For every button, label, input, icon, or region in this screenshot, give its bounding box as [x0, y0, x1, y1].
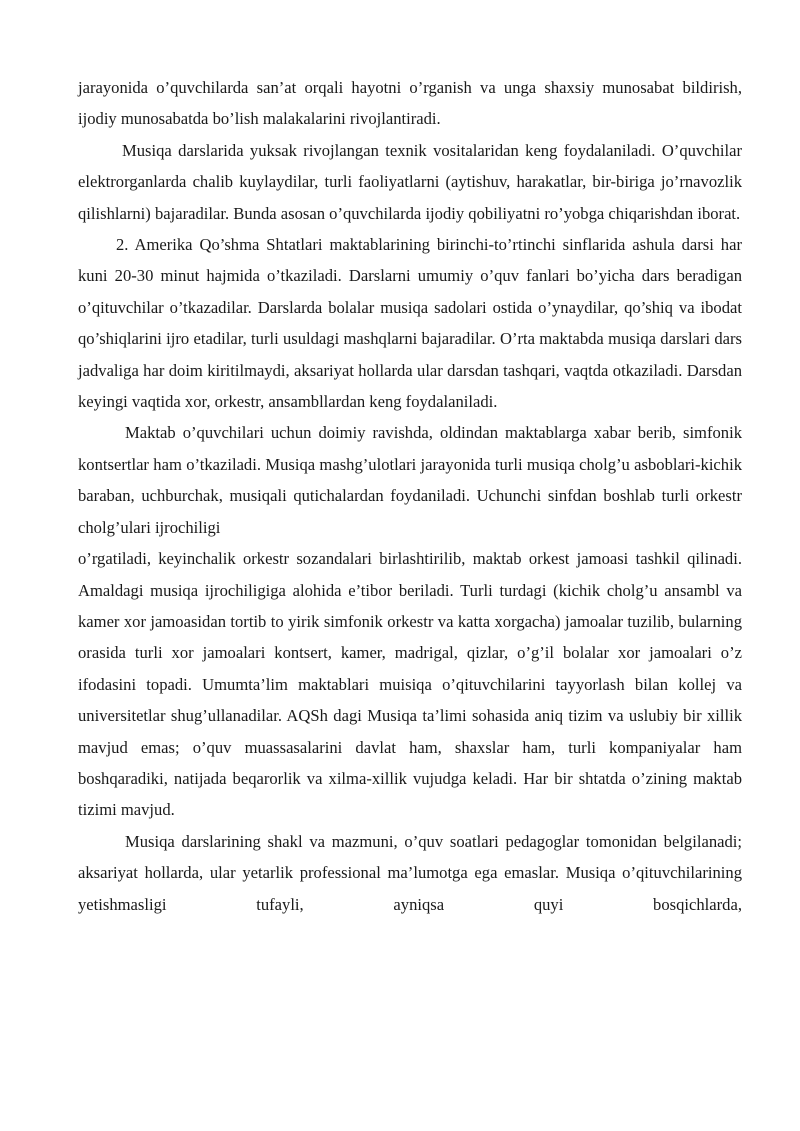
paragraph-3: 2. Amerika Qo’shma Shtatlari maktablarining birinchi-to’rtinchi sinflarida ashula darsi har kuni 20-30 minut hajmida o’tkaziladi. Darslarni umumiy o’quv fanlari bo’yicha dars beradigan o’qituvchilar o’tkazadilar. Darslarda bolalar musiqa sadolari ostida o’ynaydilar, qo’shiq va ibodat qo’shiqlarini ijro etadilar, turli usuldagi mashqlarni bajaradilar. O’rta maktabda musiqa darslari dars jadvaliga har doim kiritilmaydi, aksariyat hollarda ular darsdan tashqari, vaqtda otkaziladi. Darsdan keyingi vaqtida xor, orkestr, ansambllardan keng foydalaniladi. [78, 235, 742, 412]
paragraph-5: o’rgatiladi, keyinchalik orkestr sozandalari birlashtirilib, maktab orkest jamoasi tashkil qilinadi. Amaldagi musiqa ijrochiligiga alohida e’tibor beriladi. Turli turdagi (kichik cholg’u ansambl va kamer xor jamoasidan tortib to yirik simfonik orkestr va katta xorgacha) jamoalar tuzilib, bularning orasida turli xor jamoalari kontsert, kamer, madrigal, qizlar, o’g’il bolalar xor jamoalari o’z ifodasini topadi. Umumta’lim maktablari muisiqa o’qituvchilarini tayyorlash bilan kollej va universitetlar shug’ullanadilar. AQSh dagi Musiqa ta’limi sohasida aniq tizim va uslubiy bir xillik mavjud emas; o’quv muassasalarini davlat ham, shaxslar ham, turli kompaniyalar ham boshqaradiki, natijada beqarorlik va xilma-xillik vujudga keladi. Har bir shtatda o’zining maktab tizimi mavjud. [78, 549, 742, 820]
paragraph-6: Musiqa darslarining shakl va mazmuni, o’quv soatlari pedagoglar tomonidan belgilanadi; aksariyat hollarda, ular yetarlik professional ma’lumotga ega emaslar. Musiqa o’qituvchilarining yetishmasligi tufayli, ayniqsa quyi bosqichlarda, [78, 831, 742, 914]
paragraph-1: jarayonida o’quvchilarda san’at orqali hayotni o’rganish va unga shaxsiy munosabat bildirish, ijodiy munosabatda bo’lish malakalarini rivojlantiradi. [78, 78, 742, 129]
paragraph-2: Musiqa darslarida yuksak rivojlangan texnik vositalaridan keng foydalaniladi. O’quvchilar elektrorganlarda chalib kuylaydilar, turli faoliyatlarni (aytishuv, harakatlar, bir-biriga jo’rnavozlik qilishlarni) bajaradilar. Bunda asosan o’quvchilarda ijodiy qobiliyatni ro’yobga chiqarishdan iborat. [78, 140, 742, 223]
paragraph-4: Maktab o’quvchilari uchun doimiy ravishda, oldindan maktablarga xabar berib, simfonik kontsertlar ham o’tkaziladi. Musiqa mashg’ulotlari jarayonida turli musiqa cholg’u asboblari-kichik baraban, uchburchak, musiqali qutichalardan foydaniladi. Uchunchi sinfdan boshlab turli orkestr cholg’ulari ijrochiligi [78, 423, 742, 537]
document-page [78, 72, 742, 920]
